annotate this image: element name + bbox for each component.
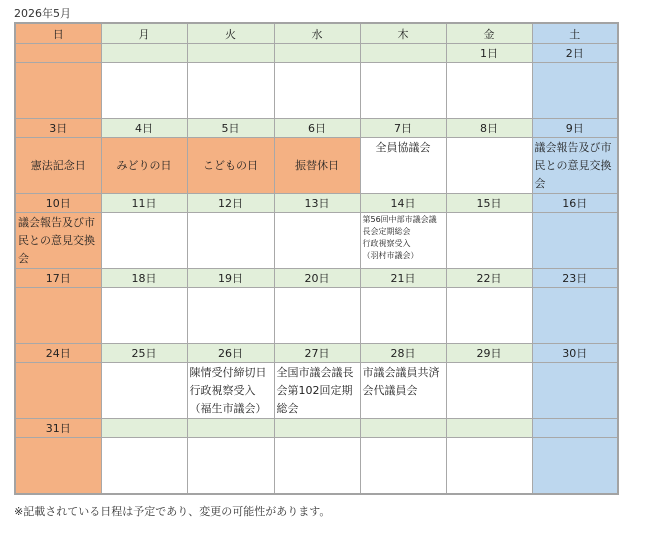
date-cell: 7日 [360, 119, 446, 138]
event-cell [187, 438, 274, 495]
event-cell [360, 138, 446, 194]
event-cell [274, 438, 360, 495]
event-cell [187, 63, 274, 119]
event-cell [532, 138, 618, 194]
weekday-thu: 木 [360, 23, 446, 44]
date-cell: 4日 [101, 119, 187, 138]
date-cell [274, 419, 360, 438]
event-cell [446, 363, 532, 419]
event-cell [187, 363, 274, 419]
week-5-events [15, 363, 618, 419]
event-cell [532, 288, 618, 344]
event-cell [360, 438, 446, 495]
date-cell: 6日 [274, 119, 360, 138]
event-label: 全員協議会 [375, 141, 431, 154]
date-cell: 26日 [187, 344, 274, 363]
week-1-events [15, 63, 618, 119]
date-cell: 25日 [101, 344, 187, 363]
event-cell [446, 138, 532, 194]
calendar-caption: 2026年5月 [14, 7, 71, 20]
event-label: 陳情受付締切日 行政視察受入 （福生市議会） [189, 366, 267, 415]
date-cell: 11日 [101, 194, 187, 213]
date-cell [360, 419, 446, 438]
event-cell [446, 288, 532, 344]
event-cell [15, 438, 101, 495]
date-cell: 22日 [446, 269, 532, 288]
holiday-cell [187, 138, 274, 194]
event-line: （羽村市議会） [362, 251, 419, 260]
date-cell: 14日 [360, 194, 446, 213]
holiday-cell [15, 138, 101, 194]
date-cell: 17日 [15, 269, 101, 288]
date-cell: 10日 [15, 194, 101, 213]
weekday-wed: 水 [274, 23, 360, 44]
date-cell: 8日 [446, 119, 532, 138]
event-label: 市議会議員共済会代議員会 [362, 366, 440, 397]
date-cell: 23日 [532, 269, 618, 288]
week-4-events [15, 288, 618, 344]
event-cell [274, 213, 360, 269]
event-cell [101, 63, 187, 119]
date-cell: 12日 [187, 194, 274, 213]
event-cell [101, 288, 187, 344]
event-cell [360, 288, 446, 344]
event-cell [360, 363, 446, 419]
event-cell [532, 438, 618, 495]
date-cell: 24日 [15, 344, 101, 363]
event-cell [532, 213, 618, 269]
week-6-dates [15, 419, 618, 438]
date-cell: 18日 [101, 269, 187, 288]
date-cell: 9日 [532, 119, 618, 138]
holiday-label: 憲法記念日 [30, 159, 86, 172]
date-cell [446, 419, 532, 438]
week-4-dates [15, 269, 618, 288]
date-cell [360, 44, 446, 63]
monthly-calendar [14, 22, 619, 495]
date-cell [101, 44, 187, 63]
event-label: 議会報告及び市民との意見交換会 [534, 141, 612, 190]
weekday-mon: 月 [101, 23, 187, 44]
holiday-cell [101, 138, 187, 194]
event-cell [274, 288, 360, 344]
event-label [361, 213, 446, 262]
weekday-header-row [15, 23, 618, 44]
week-2-events [15, 138, 618, 194]
date-cell: 1日 [446, 44, 532, 63]
event-cell [274, 363, 360, 419]
week-5-dates [15, 344, 618, 363]
date-cell: 2日 [532, 44, 618, 63]
event-cell [101, 438, 187, 495]
week-1-dates [15, 44, 618, 63]
date-cell: 16日 [532, 194, 618, 213]
event-cell [360, 63, 446, 119]
event-cell [15, 63, 101, 119]
event-cell [446, 63, 532, 119]
date-cell: 31日 [15, 419, 101, 438]
event-line: 第56回中部市議会議長会定期総会 [362, 215, 437, 236]
holiday-label: みどりの日 [116, 159, 172, 172]
date-cell: 13日 [274, 194, 360, 213]
date-cell [101, 419, 187, 438]
event-line: 行政視察受入 [362, 239, 411, 248]
date-cell [532, 419, 618, 438]
event-cell [274, 63, 360, 119]
event-cell [446, 438, 532, 495]
date-cell: 15日 [446, 194, 532, 213]
holiday-cell [274, 138, 360, 194]
event-cell [101, 363, 187, 419]
event-label: 全国市議会議長会第102回定期総会 [276, 366, 354, 415]
event-cell [187, 213, 274, 269]
event-cell [532, 363, 618, 419]
weekday-sat: 土 [532, 23, 618, 44]
date-cell: 21日 [360, 269, 446, 288]
date-cell: 19日 [187, 269, 274, 288]
week-2-dates [15, 119, 618, 138]
event-cell [15, 213, 101, 269]
date-cell: 3日 [15, 119, 101, 138]
week-3-events [15, 213, 618, 269]
week-6-events [15, 438, 618, 495]
date-cell [187, 419, 274, 438]
date-cell [187, 44, 274, 63]
date-cell [274, 44, 360, 63]
weekday-sun: 日 [15, 23, 101, 44]
weekday-fri: 金 [446, 23, 532, 44]
event-cell [15, 288, 101, 344]
event-label: 議会報告及び市民との意見交換会 [18, 216, 95, 265]
date-cell: 29日 [446, 344, 532, 363]
event-cell [532, 63, 618, 119]
date-cell: 5日 [187, 119, 274, 138]
holiday-label: こどもの日 [203, 159, 258, 172]
event-cell [187, 288, 274, 344]
event-cell [446, 213, 532, 269]
weekday-tue: 火 [187, 23, 274, 44]
date-cell: 27日 [274, 344, 360, 363]
date-cell: 20日 [274, 269, 360, 288]
holiday-label: 振替休日 [295, 159, 339, 172]
event-cell [101, 213, 187, 269]
date-cell [15, 44, 101, 63]
event-cell [15, 363, 101, 419]
event-cell [360, 213, 446, 269]
schedule-disclaimer: ※記載されている日程は予定であり、変更の可能性があります。 [14, 505, 331, 518]
week-3-dates [15, 194, 618, 213]
date-cell: 30日 [532, 344, 618, 363]
date-cell: 28日 [360, 344, 446, 363]
